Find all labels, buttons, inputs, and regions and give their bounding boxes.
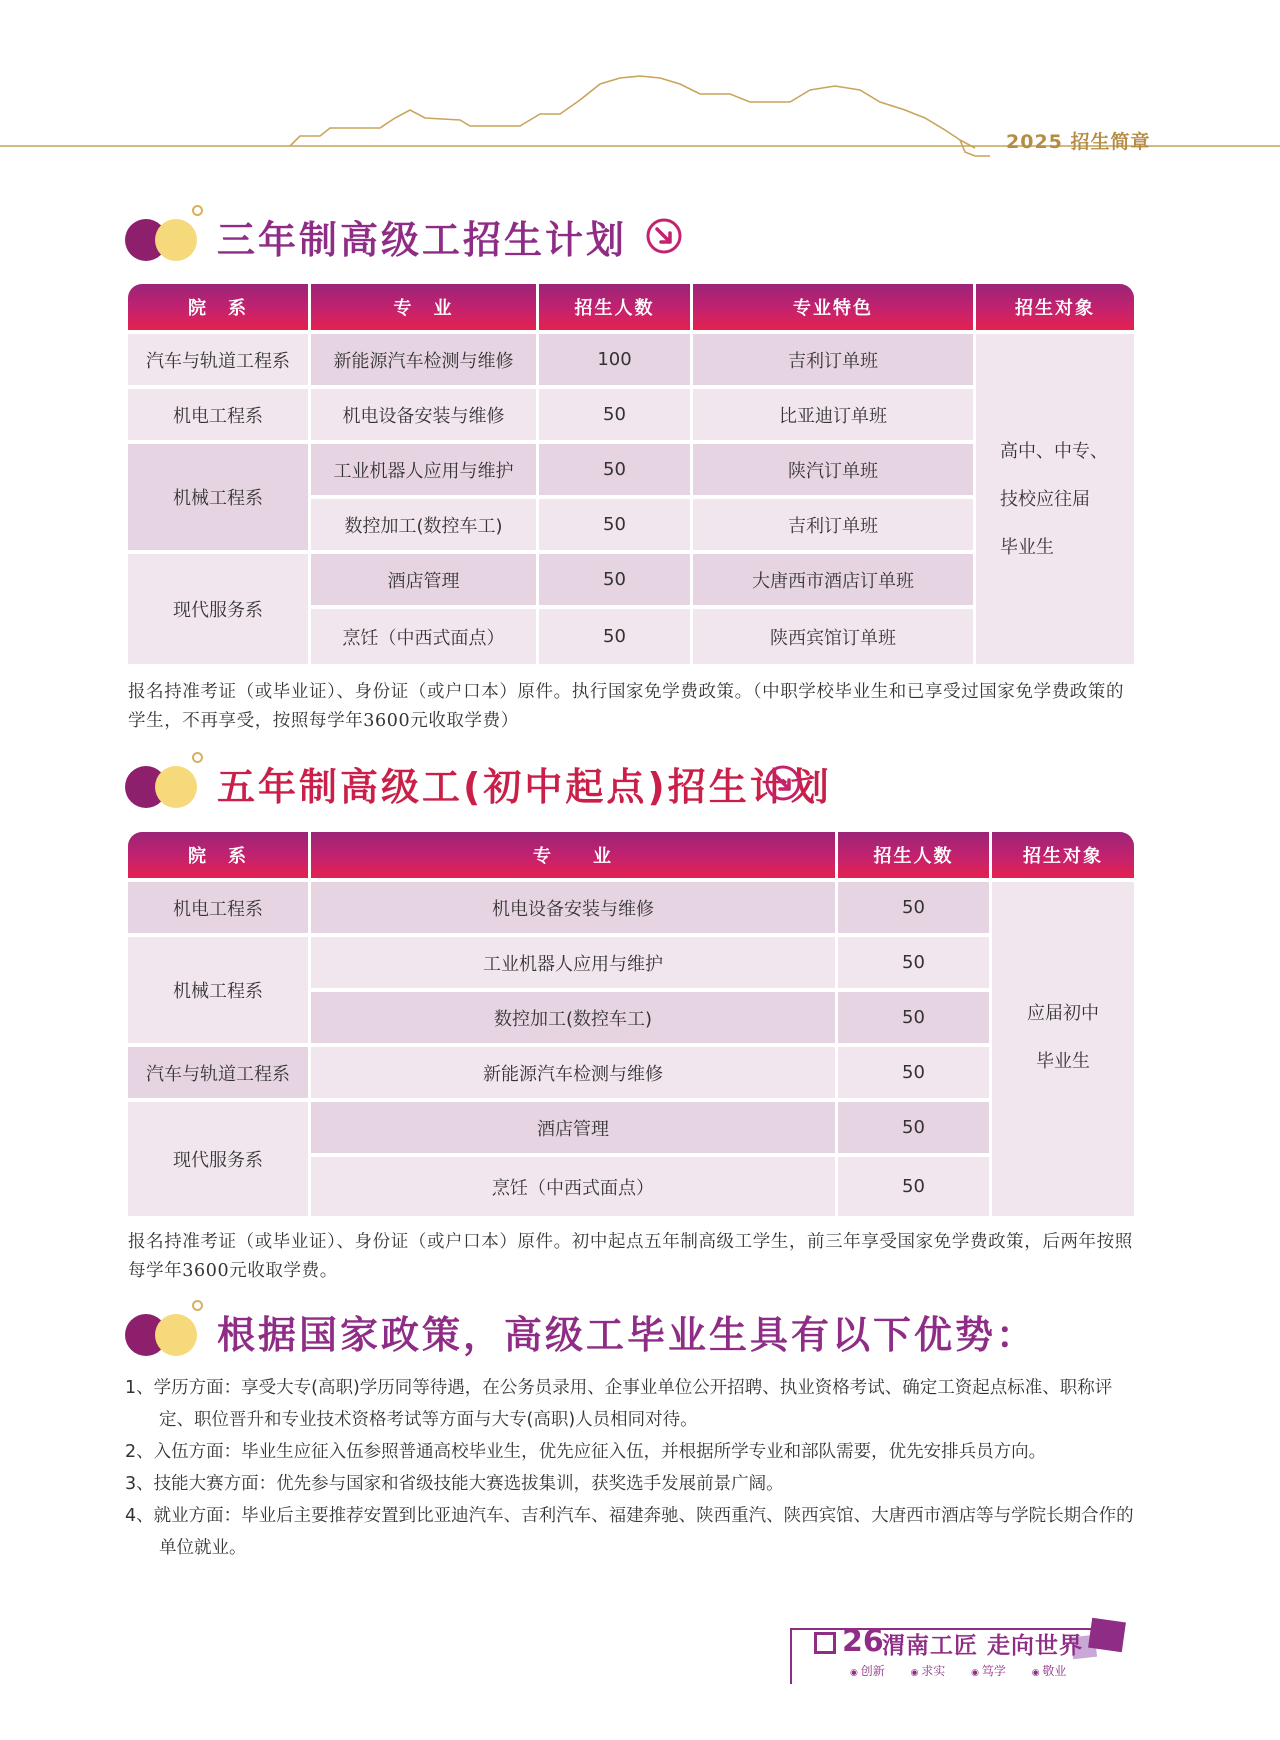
department-cell: 机械工程系 [128,937,308,1043]
department-cell: 汽车与轨道工程系 [128,1047,308,1098]
major-cell: 数控加工(数控车工) [311,499,536,550]
major-cell: 烹饪（中西式面点） [311,1157,835,1216]
count-cell: 50 [539,389,690,440]
department-cell: 现代服务系 [128,1102,308,1216]
feature-cell: 陕汽订单班 [693,444,973,495]
col-header-target: 招生对象 [992,832,1134,878]
col-header-count: 招生人数 [838,832,989,878]
department-cell: 现代服务系 [128,554,308,664]
list-item: 3、技能大赛方面：优先参与国家和省级技能大赛选拔集训，获奖选手发展前景广阔。 [125,1474,784,1494]
section2-heading [125,752,832,812]
target-cell [992,882,1134,1216]
list-item: 4、就业方面：毕业后主要推荐安置到比亚迪汽车、吉利汽车、福建奔驰、陕西重汽、陕西宾馆、大唐西市酒店等与学院长期合作的单位就业。 [125,1506,1134,1558]
major-cell: 新能源汽车检测与维修 [311,334,536,385]
advantages-list [125,1372,1140,1564]
department-cell: 机电工程系 [128,389,308,440]
section3-title: 根据国家政策，高级工毕业生具有以下优势： [217,1313,1038,1357]
col-header-feature: 专业特色 [693,284,973,330]
count-cell: 50 [838,882,989,933]
section2-note: 报名持准考证（或毕业证）、身份证（或户口本）原件。初中起点五年制高级工学生，前三年享受国家免学费政策，后两年按照每学年3600元收取学费。 [128,1232,1133,1281]
decorative-dots [125,205,210,265]
count-cell: 50 [539,609,690,664]
count-cell: 50 [838,1157,989,1216]
major-cell: 机电设备安装与维修 [311,389,536,440]
footer-slogan: 渭南工匠 走向世界 [882,1633,1084,1659]
list-item: 1、学历方面：享受大专(高职)学历同等待遇，在公务员录用、企事业单位公开招聘、执业资格考试、确定工资起点标准、职称评定、职位晋升和专业技术资格考试等方面与大专(高职)人员相同对待。 [125,1378,1113,1430]
footer-tag: ◉ 求实 [911,1664,946,1678]
page-footer [790,1620,1150,1700]
department-cell: 汽车与轨道工程系 [128,334,308,385]
feature-cell: 比亚迪订单班 [693,389,973,440]
target-line: 毕业生 [1000,537,1054,558]
col-header-major: 专 业 [311,832,835,878]
five-year-plan-table [128,832,1134,1216]
count-cell: 100 [539,334,690,385]
major-cell: 数控加工(数控车工) [311,992,835,1043]
count-cell: 50 [838,1047,989,1098]
section3-heading [125,1300,1038,1360]
count-cell: 50 [838,937,989,988]
major-cell: 烹饪（中西式面点） [311,609,536,664]
count-cell: 50 [838,1102,989,1153]
decorative-square-icon [1088,1618,1126,1652]
page-marker-icon [814,1632,836,1654]
list-item: 2、入伍方面：毕业生应征入伍参照普通高校毕业生，优先应征入伍，并根据所学专业和部队需要，优先安排兵员方向。 [125,1442,1047,1462]
count-cell: 50 [539,499,690,550]
feature-cell: 吉利订单班 [693,334,973,385]
target-cell [976,334,1134,664]
arrow-down-right-icon [644,216,684,256]
decorative-dots [125,752,210,812]
major-cell: 酒店管理 [311,1102,835,1153]
department-cell: 机械工程系 [128,444,308,550]
major-cell: 机电设备安装与维修 [311,882,835,933]
footer-tag: ◉ 创新 [850,1664,885,1678]
major-cell: 工业机器人应用与维护 [311,444,536,495]
target-line: 技校应往届 [1000,489,1090,510]
page-number: 26 [842,1624,884,1659]
col-header-department: 院 系 [128,832,308,878]
major-cell: 酒店管理 [311,554,536,605]
feature-cell: 吉利订单班 [693,499,973,550]
three-year-plan-table [128,284,1134,664]
section1-note: 报名持准考证（或毕业证）、身份证（或户口本）原件。执行国家免学费政策。（中职学校毕业生和已享受过国家免学费政策的学生，不再享受，按照每学年3600元收取学费） [128,682,1125,731]
target-line: 高中、中专、 [1000,441,1108,462]
feature-cell: 陕西宾馆订单班 [693,609,973,664]
col-header-department: 院 系 [128,284,308,330]
arrow-down-right-icon [763,763,803,803]
footer-tags [850,1662,1088,1679]
footer-tag: ◉ 笃学 [971,1664,1006,1678]
target-line: 毕业生 [1036,1051,1090,1072]
col-header-major: 专 业 [311,284,536,330]
header-title: 2025 招生简章 [1006,131,1151,153]
major-cell: 新能源汽车检测与维修 [311,1047,835,1098]
section1-title: 三年制高级工招生计划 [217,218,628,262]
major-cell: 工业机器人应用与维护 [311,937,835,988]
count-cell: 50 [838,992,989,1043]
feature-cell: 大唐西市酒店订单班 [693,554,973,605]
count-cell: 50 [539,554,690,605]
col-header-target: 招生对象 [976,284,1134,330]
col-header-count: 招生人数 [539,284,690,330]
department-cell: 机电工程系 [128,882,308,933]
target-line: 应届初中 [1027,1003,1099,1024]
section2-title: 五年制高级工(初中起点)招生计划 [217,765,832,809]
count-cell: 50 [539,444,690,495]
decorative-dots [125,1300,210,1360]
footer-tag: ◉ 敬业 [1032,1664,1067,1678]
